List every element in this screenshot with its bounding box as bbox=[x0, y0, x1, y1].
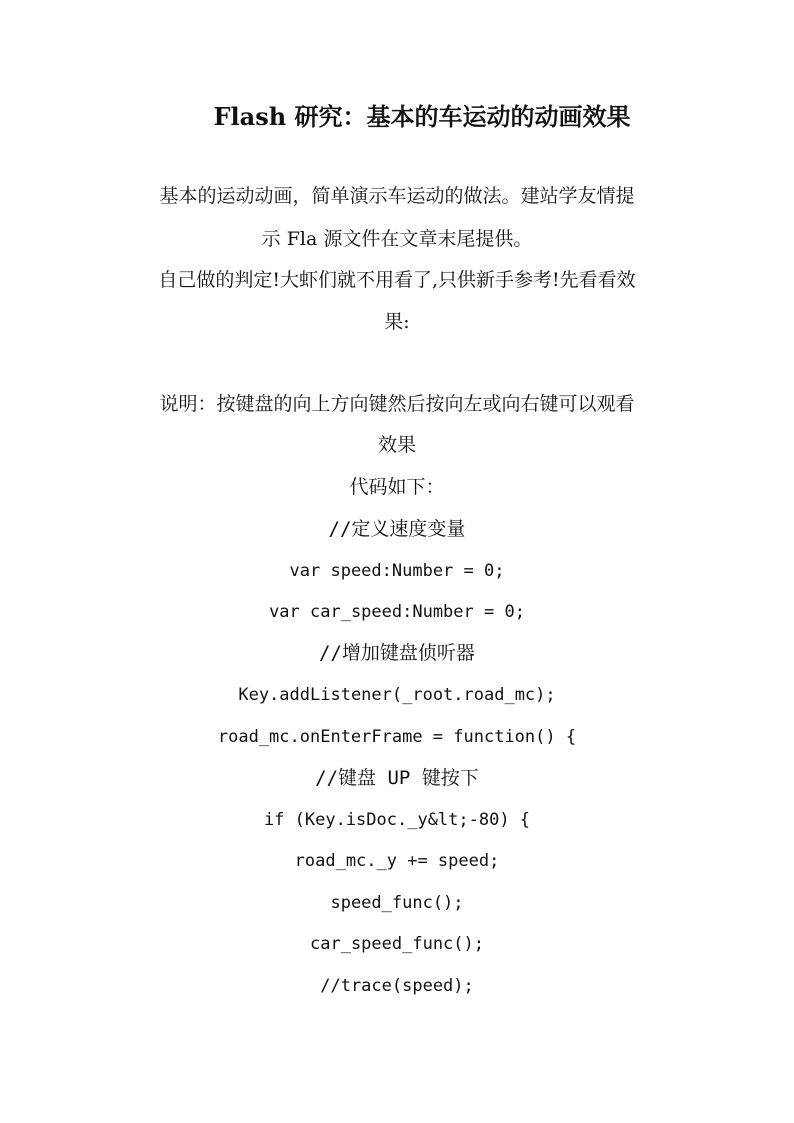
note-line-1: 自己做的判定!大虾们就不用看了,只供新手参考!先看看效 bbox=[158, 269, 636, 291]
instruction-line-2: 效果 bbox=[377, 434, 416, 456]
code-line-4: //增加键盘侦听器 bbox=[319, 642, 475, 664]
note-line-2: 果: bbox=[384, 311, 410, 333]
code-line-1: //定义速度变量 bbox=[328, 518, 466, 540]
code-line-10: speed_func(); bbox=[330, 893, 464, 913]
instruction-line-1: 说明：按键盘的向上方向键然后按向左或向右键可以观看 bbox=[159, 393, 635, 415]
document-title: Flash 研究：基本的车运动的动画效果 bbox=[213, 102, 631, 131]
code-line-5: Key.addListener(_root.road_mc); bbox=[238, 685, 556, 705]
intro-line-1: 基本的运动动画，简单演示车运动的做法。建站学友情提 bbox=[159, 185, 635, 207]
code-intro: 代码如下： bbox=[349, 476, 445, 498]
code-line-3: var car_speed:Number = 0; bbox=[269, 602, 525, 622]
intro-line-2: 示 Fla 源文件在文章末尾提供。 bbox=[261, 228, 533, 250]
code-line-9: road_mc._y += speed; bbox=[294, 851, 500, 871]
code-line-6: road_mc.onEnterFrame = function() { bbox=[217, 727, 577, 747]
code-line-2: var speed:Number = 0; bbox=[289, 561, 505, 581]
code-line-7: //键盘 UP 键按下 bbox=[315, 767, 479, 789]
code-line-12: //trace(speed); bbox=[320, 976, 474, 996]
code-line-8: if (Key.isDoc._y&lt;-80) { bbox=[263, 810, 531, 830]
code-line-11: car_speed_func(); bbox=[310, 934, 484, 954]
